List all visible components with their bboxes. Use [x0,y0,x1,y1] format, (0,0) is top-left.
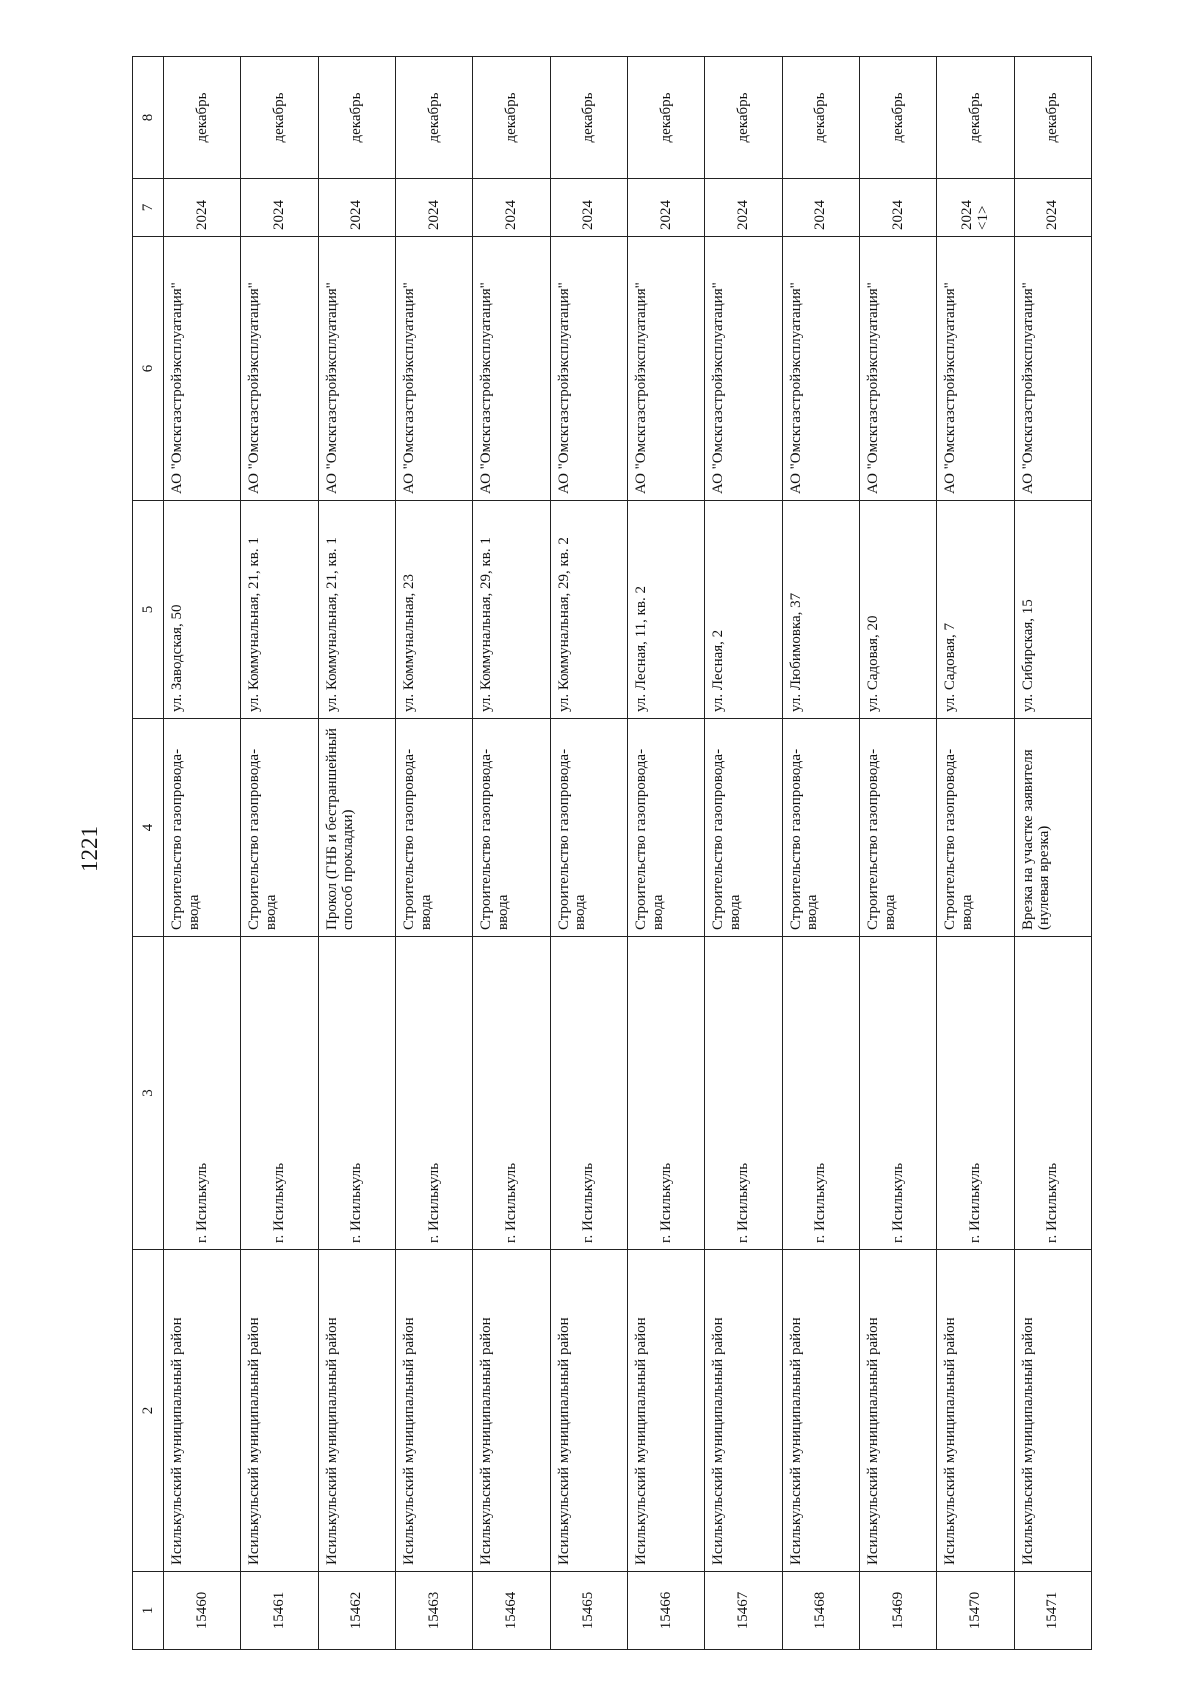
address-cell: ул. Коммунальная, 21, кв. 1 [318,501,395,719]
locality-cell: г. Исилькуль [627,937,704,1250]
locality-cell: г. Исилькуль [395,937,472,1250]
month-cell: декабрь [627,57,704,179]
month-cell: декабрь [1014,57,1091,179]
district-cell: Исилькульский муниципальный район [859,1250,936,1572]
district-cell: Исилькульский муниципальный район [241,1250,318,1572]
work-type-cell: Строительство газопровода-ввода [782,719,859,937]
address-cell: ул. Садовая, 7 [937,501,1014,719]
month-cell: декабрь [705,57,782,179]
address-cell: ул. Лесная, 11, кв. 2 [627,501,704,719]
row-number-cell: 15466 [627,1572,704,1650]
organization-cell: АО "Омскгазстройэксплуатация" [859,237,936,501]
row-number-cell: 15465 [550,1572,627,1650]
gas-works-table [132,56,1092,1650]
locality-cell: г. Исилькуль [705,937,782,1250]
district-cell: Исилькульский муниципальный район [473,1250,550,1572]
work-type-cell: Строительство газопровода-ввода [937,719,1014,937]
address-cell: ул. Коммунальная, 29, кв. 2 [550,501,627,719]
month-cell: декабрь [164,57,241,179]
table-row [550,57,627,1650]
work-type-cell: Строительство газопровода-ввода [627,719,704,937]
header-cell-7: 7 [133,179,164,237]
row-number-cell: 15469 [859,1572,936,1650]
district-cell: Исилькульский муниципальный район [937,1250,1014,1572]
district-cell: Исилькульский муниципальный район [1014,1250,1091,1572]
organization-cell: АО "Омскгазстройэксплуатация" [1014,237,1091,501]
row-number-cell: 15460 [164,1572,241,1650]
year-cell: 2024 [705,179,782,237]
month-cell: декабрь [241,57,318,179]
year-cell: 2024 [550,179,627,237]
month-cell: декабрь [782,57,859,179]
organization-cell: АО "Омскгазстройэксплуатация" [550,237,627,501]
row-number-cell: 15467 [705,1572,782,1650]
address-cell: ул. Коммунальная, 21, кв. 1 [241,501,318,719]
year-cell: 2024 [318,179,395,237]
district-cell: Исилькульский муниципальный район [395,1250,472,1572]
organization-cell: АО "Омскгазстройэксплуатация" [241,237,318,501]
month-cell: декабрь [859,57,936,179]
locality-cell: г. Исилькуль [937,937,1014,1250]
locality-cell: г. Исилькуль [550,937,627,1250]
locality-cell: г. Исилькуль [1014,937,1091,1250]
work-type-cell: Прокол (ГНБ и бестраншейный способ прокладки) [318,719,395,937]
address-cell: ул. Садовая, 20 [859,501,936,719]
organization-cell: АО "Омскгазстройэксплуатация" [164,237,241,501]
row-number-cell: 15461 [241,1572,318,1650]
year-cell: 2024 [241,179,318,237]
work-type-cell: Строительство газопровода-ввода [164,719,241,937]
table-row [705,57,782,1650]
address-cell: ул. Лесная, 2 [705,501,782,719]
row-number-cell: 15462 [318,1572,395,1650]
table-row [782,57,859,1650]
table-row [164,57,241,1650]
header-cell-6: 6 [133,237,164,501]
row-number-cell: 15468 [782,1572,859,1650]
work-type-cell: Строительство газопровода-ввода [241,719,318,937]
page-number-text: 1221 [77,826,102,872]
work-type-cell: Строительство газопровода-ввода [859,719,936,937]
locality-cell: г. Исилькуль [859,937,936,1250]
year-cell: 2024 <1> [937,179,1014,237]
row-number-cell: 15464 [473,1572,550,1650]
address-cell: ул. Коммунальная, 29, кв. 1 [473,501,550,719]
rotated-table-container [132,57,1092,1650]
table-row [937,57,1014,1650]
organization-cell: АО "Омскгазстройэксплуатация" [627,237,704,501]
month-cell: декабрь [318,57,395,179]
header-cell-3: 3 [133,937,164,1250]
table-row [473,57,550,1650]
month-cell: декабрь [937,57,1014,179]
locality-cell: г. Исилькуль [164,937,241,1250]
district-cell: Исилькульский муниципальный район [627,1250,704,1572]
header-cell-2: 2 [133,1250,164,1572]
table-row [1014,57,1091,1650]
table-row [395,57,472,1650]
organization-cell: АО "Омскгазстройэксплуатация" [705,237,782,501]
row-number-cell: 15471 [1014,1572,1091,1650]
organization-cell: АО "Омскгазстройэксплуатация" [318,237,395,501]
district-cell: Исилькульский муниципальный район [782,1250,859,1572]
row-number-cell: 15463 [395,1572,472,1650]
address-cell: ул. Заводская, 50 [164,501,241,719]
work-type-cell: Строительство газопровода-ввода [473,719,550,937]
year-cell: 2024 [395,179,472,237]
month-cell: декабрь [473,57,550,179]
header-cell-1: 1 [133,1572,164,1650]
work-type-cell: Строительство газопровода-ввода [550,719,627,937]
table-row [241,57,318,1650]
header-cell-8: 8 [133,57,164,179]
work-type-cell: Строительство газопровода-ввода [705,719,782,937]
header-cell-5: 5 [133,501,164,719]
year-cell: 2024 [473,179,550,237]
table-row [627,57,704,1650]
header-row [133,57,164,1650]
year-cell: 2024 [1014,179,1091,237]
organization-cell: АО "Омскгазстройэксплуатация" [473,237,550,501]
address-cell: ул. Любимовка, 37 [782,501,859,719]
work-type-cell: Строительство газопровода-ввода [395,719,472,937]
row-number-cell: 15470 [937,1572,1014,1650]
locality-cell: г. Исилькуль [473,937,550,1250]
address-cell: ул. Коммунальная, 23 [395,501,472,719]
year-cell: 2024 [782,179,859,237]
organization-cell: АО "Омскгазстройэксплуатация" [395,237,472,501]
address-cell: ул. Сибирская, 15 [1014,501,1091,719]
month-cell: декабрь [395,57,472,179]
district-cell: Исилькульский муниципальный район [550,1250,627,1572]
work-type-cell: Врезка на участке заявителя (нулевая врезка) [1014,719,1091,937]
header-cell-4: 4 [133,719,164,937]
locality-cell: г. Исилькуль [318,937,395,1250]
locality-cell: г. Исилькуль [782,937,859,1250]
year-cell: 2024 [627,179,704,237]
locality-cell: г. Исилькуль [241,937,318,1250]
organization-cell: АО "Омскгазстройэксплуатация" [937,237,1014,501]
table-row [859,57,936,1650]
district-cell: Исилькульский муниципальный район [705,1250,782,1572]
year-cell: 2024 [164,179,241,237]
year-cell: 2024 [859,179,936,237]
month-cell: декабрь [550,57,627,179]
district-cell: Исилькульский муниципальный район [164,1250,241,1572]
organization-cell: АО "Омскгазстройэксплуатация" [782,237,859,501]
table-row [318,57,395,1650]
district-cell: Исилькульский муниципальный район [318,1250,395,1572]
